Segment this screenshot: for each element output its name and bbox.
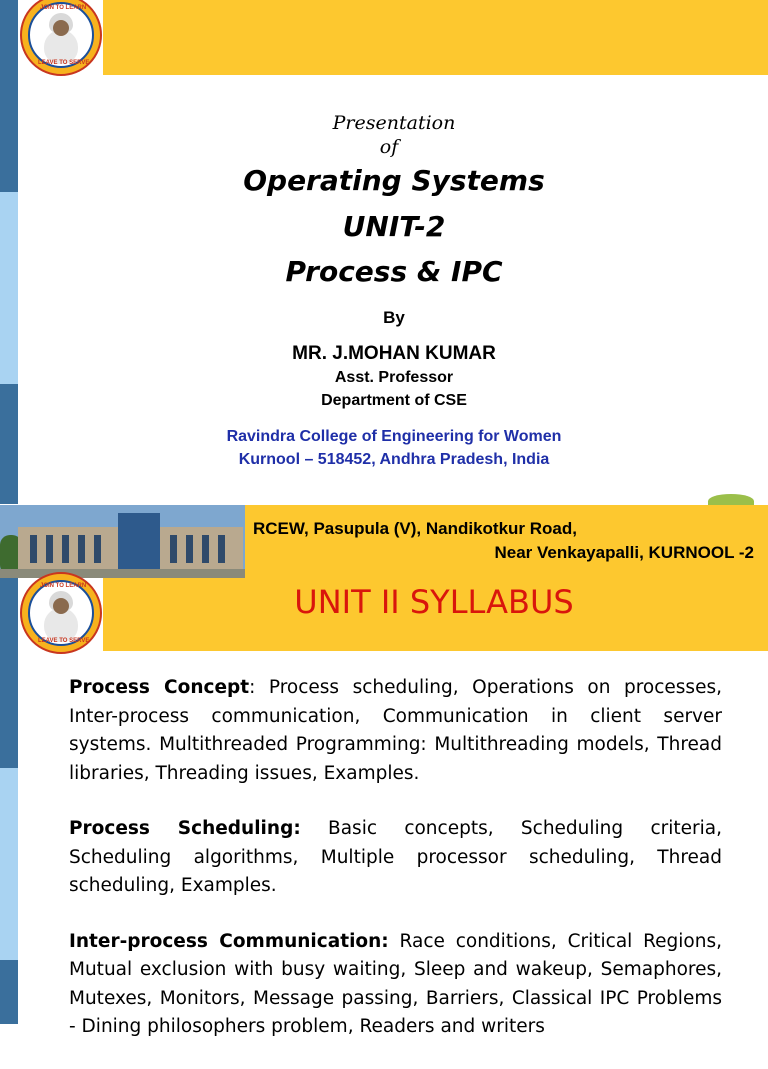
left-stripe-segment	[0, 960, 18, 1024]
college-name: Ravindra College of Engineering for Women	[226, 428, 562, 445]
college-emblem-icon	[20, 572, 102, 654]
unit-title: UNIT-2	[342, 210, 446, 243]
address-line-2: Near Venkayapalli, KURNOOL -2	[494, 543, 754, 562]
section-heading: Process Scheduling:	[69, 818, 301, 839]
designation: Asst. Professor	[334, 369, 454, 386]
left-stripe-segment	[0, 192, 18, 384]
syllabus-body	[69, 674, 722, 1069]
logo-bottom-text: LEAVE TO SERVE	[38, 60, 90, 66]
section-separator: :	[249, 677, 269, 698]
presentation-label: Presentation	[332, 112, 456, 134]
college-building-photo	[0, 505, 245, 578]
department: Department of CSE	[321, 392, 467, 409]
section-text: Basic concepts, Scheduling criteria, Scheduling algorithms, Multiple processor scheduling, Thread scheduling, Examples.	[69, 818, 722, 896]
left-stripe-segment	[0, 0, 18, 192]
topic-title: Process & IPC	[285, 255, 503, 288]
course-title: Operating Systems	[243, 164, 545, 197]
logo-bottom-text: LEAVE TO SERVE	[38, 638, 90, 644]
section-heading: Process Concept	[69, 677, 250, 698]
left-stripe-segment	[0, 768, 18, 960]
left-stripe-segment	[0, 384, 18, 504]
address-banner	[245, 505, 768, 578]
section-separator	[301, 818, 328, 839]
section-separator	[389, 931, 400, 952]
section-heading: Inter-process Communication:	[69, 930, 389, 952]
address-line-1: RCEW, Pasupula (V), Nandikotkur Road,	[253, 519, 577, 538]
author-name: MR. J.MOHAN KUMAR	[292, 343, 496, 364]
left-stripe-segment	[0, 578, 18, 768]
syllabus-section	[69, 674, 722, 788]
syllabus-title: UNIT II SYLLABUS	[294, 583, 574, 621]
syllabus-section	[69, 815, 722, 901]
college-emblem-icon	[20, 0, 102, 76]
college-location: Kurnool – 518452, Andhra Pradesh, India	[238, 451, 550, 468]
section-text: Race conditions, Critical Regions, Mutual exclusion with busy waiting, Sleep and wakeup, Semaphores, Mutexes, Monitors, Message passing, Barriers, Classical IPC Problems - Dining philosophers problem, Readers and writers	[69, 930, 722, 1037]
section-text: Process scheduling, Operations on processes, Inter-process communication, Communication in client server systems. Multithreaded Programming: Multithreading models, Thread libraries, Threading issues, Examples.	[69, 677, 722, 784]
logo-top-text: JOIN TO LEARN	[40, 583, 87, 589]
top-banner	[103, 0, 768, 75]
of-label: of	[379, 136, 399, 158]
logo-top-text: JOIN TO LEARN	[40, 5, 87, 11]
syllabus-section	[69, 928, 722, 1042]
by-label: By	[383, 308, 405, 327]
